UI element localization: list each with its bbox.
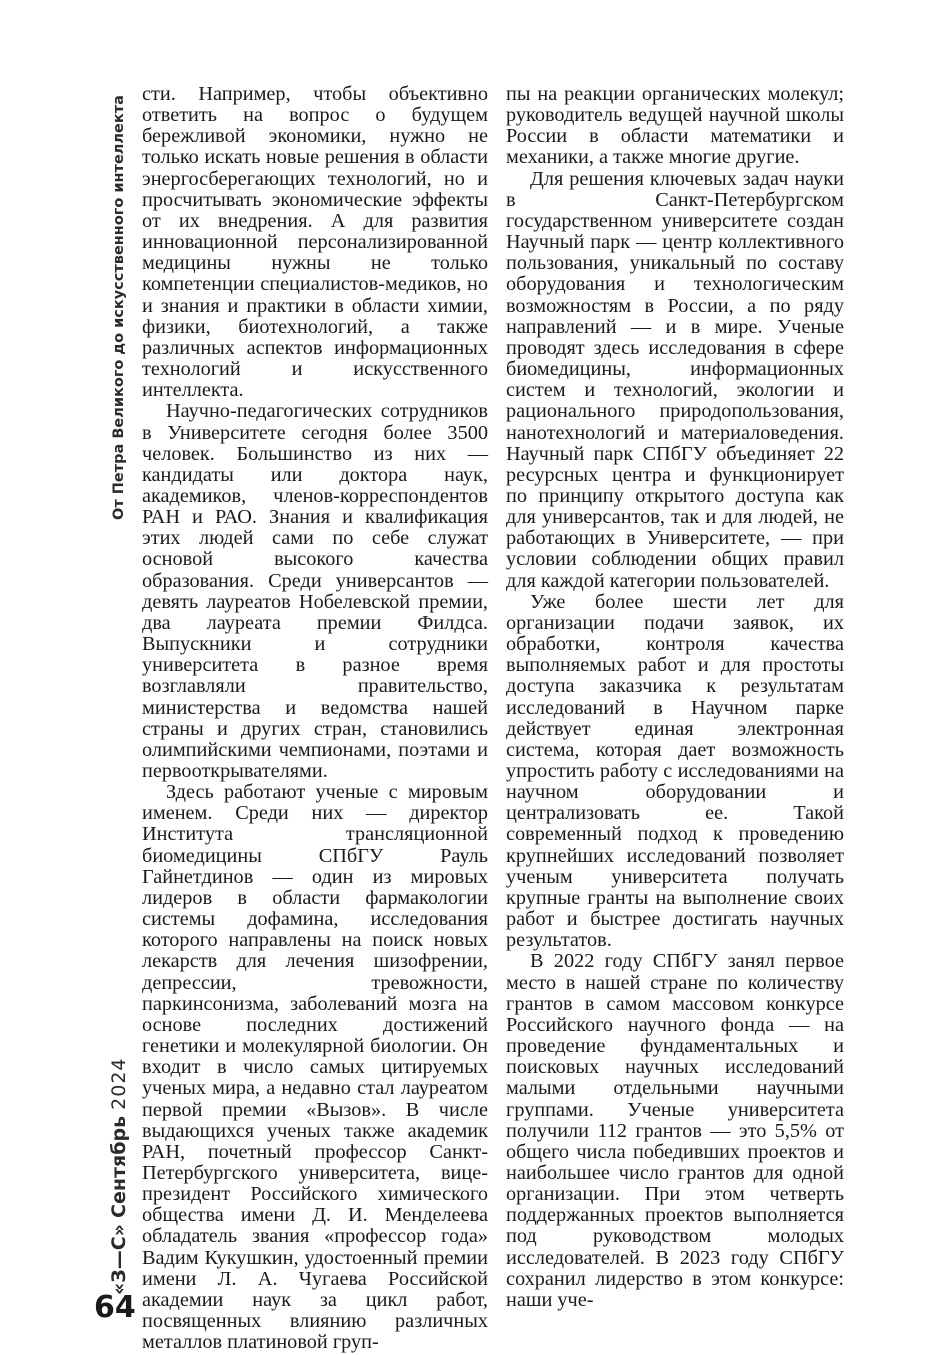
paragraph: Научно-педагогических сотрудников в Университете сегодня более 3500 человек. Большинство из них — кандидаты или доктора наук, академиков, членов-корреспондентов РАН и РАО. Знания и квалификация этих людей сами по себе служат основой высокого качества образования. Среди универсантов — девять лауреатов Нобелевской премии, два лауреата премии Филдса. Выпускники и сотрудники университета в разное время возглавляли правительство, министерства и ведомства нашей страны и других стран, становились олимпийскими чемпионами, поэтами и первооткрывателями. <box>142 400 488 782</box>
issue-info <box>104 1040 134 1295</box>
magazine-name: «З—С» <box>108 1224 130 1295</box>
paragraph: Здесь работают ученые с мировым именем. Среди них — директор Института трансляционной биомедицины СПбГУ Рауль Гайнетдинов — один из мировых лидеров в области фармакологии системы дофамина, исследования которого направлены на поиск новых лекарств для лечения шизофрении, депрессии, тревожности, паркинсонизма, заболеваний мозга на основе последних достижений генетики и молекулярной биологии. Он входит в число самых цитируемых ученых мира, а недавно стал лауреатом первой премии «Вызов». В числе выдающихся ученых также академик РАН, почетный профессор Санкт-Петербургского университета, вице-президент Российского химического общества имени Д. И. Менделеева обладатель звания «профессор года» Вадим Кукушкин, удостоенный премии имени Л. А. Чугаева Российской академии наук за цикл работ, посвященных влиянию различных металлов платиновой груп- <box>142 781 488 1354</box>
paragraph: В 2022 году СПбГУ занял первое место в нашей стране по количеству грантов в самом массовом конкурсе Российского научного фонда — на проведение фундаментальных и поисковых научных исследований малыми отдельными научными группами. Ученые университета получили 112 грантов — это 5,5% от общего числа победивших проектов и наибольшее число грантов для одной организации. При этом четверть поддержанных проектов выполняется под руководством молодых исследователей. В 2023 году СПбГУ сохранил лидерство в этом конкурсе: наши уче- <box>506 950 844 1311</box>
running-title: От Петра Великого до искусственного интеллекта <box>111 95 127 520</box>
left-column <box>142 84 488 1353</box>
side-header <box>104 80 134 1355</box>
paragraph: Уже более шести лет для организации подачи заявок, их обработки, контроля качества выполняемых работ и для простоты доступа заказчика к результатам исследований в Научном парке действует единая электронная система, которая дает возможность упростить работу с исследованиями на научном оборудовании и централизовать ее. Такой современный подход к проведению крупнейших исследований позволяет ученым университета получать крупные гранты на выполнение своих работ и быстрее достигать научных результатов. <box>506 590 844 952</box>
paragraph: сти. Например, чтобы объективно ответить на вопрос о будущем бережливой экономики, нужно не только искать новые решения в области энергосберегающих технологий, но и просчитывать экономические эффекты от их внедрения. А для развития инновационной персонализированной медицины нужны не только компетенции специалистов-медиков, но и знания и практики в области химии, физики, биотехнологий, а также различных аспектов информационных технологий и искусственного интеллекта. <box>142 83 488 402</box>
page-number: 64 <box>94 1290 136 1325</box>
right-column <box>506 84 844 1311</box>
paragraph: Для решения ключевых задач науки в Санкт-Петербургском государственном университете создан Научный парк — центр коллективного пользования, уникальный по составу оборудования и технологическим возможностям в России, а по ряду направлений — и в мире. Ученые проводят здесь исследования в сфере биомедицины, информационных систем и технологий, экологии и рационального природопользования, нанотехнологий и материаловедения. Научный парк СПбГУ объединяет 22 ресурсных центра и функционирует по принципу открытого доступа как для универсантов, так и для людей, не работающих в Университете, — при условии соблюдении общих правил для каждой категории пользователей. <box>506 167 844 592</box>
issue-year: 2024 <box>108 1057 130 1110</box>
issue-month: Сентябрь <box>108 1115 130 1218</box>
paragraph: пы на реакции органических молекул; руководитель ведущей научной школы России в области математики и механики, а также многие другие. <box>506 83 844 169</box>
